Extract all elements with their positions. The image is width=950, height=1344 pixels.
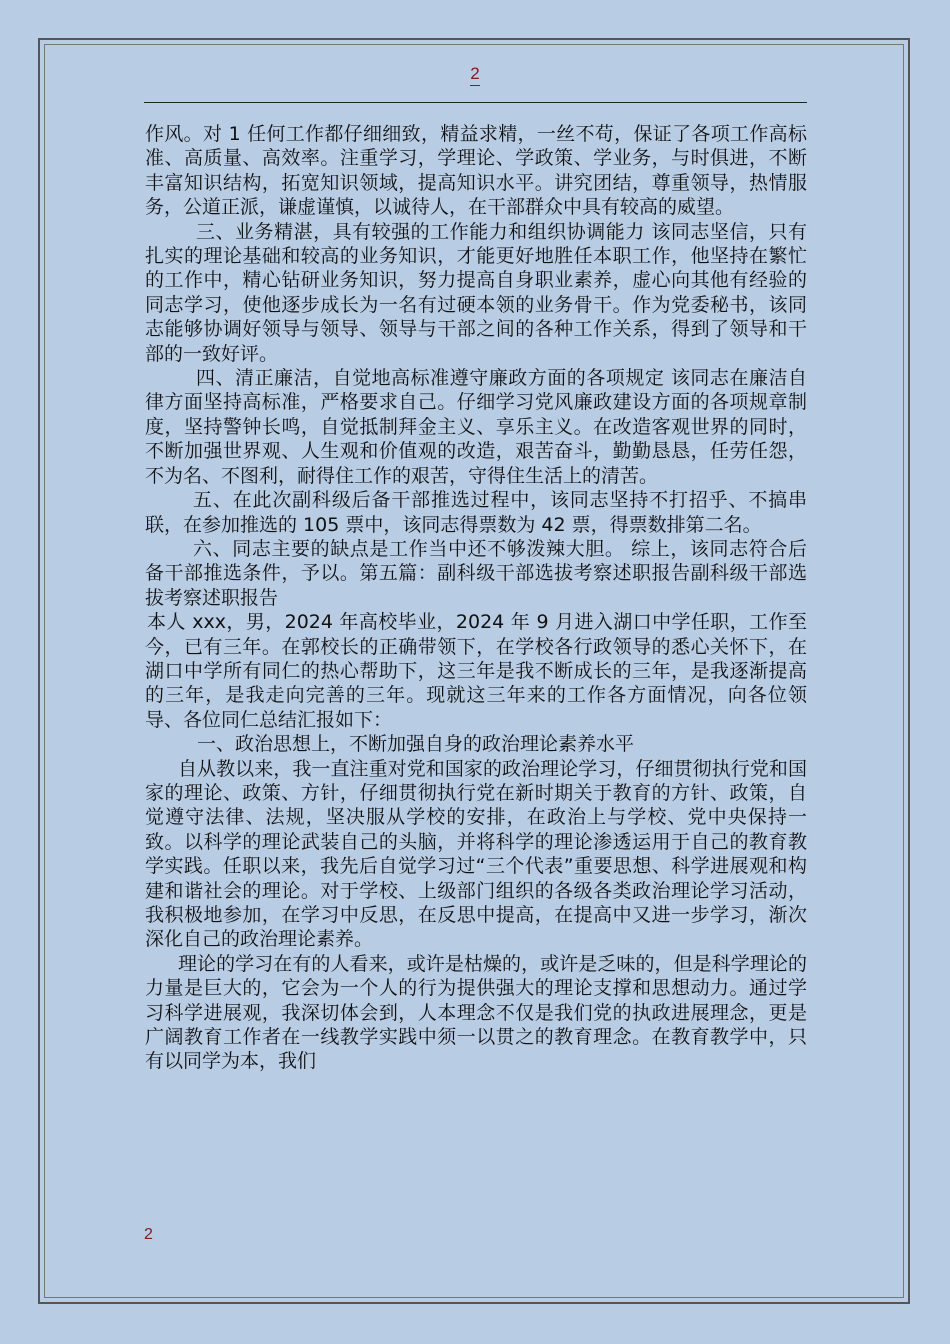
- paragraph-self-introduction: 本人 xxx，男，2024 年高校毕业，2024 年 9 月进入湖口中学任职，工作至今，已有三年。在郭校长的正确带领下，在学校各行政领导的悉心关怀下，在湖口中学所有同仁的热心帮助下，这三年是我不断成长的三年，是我逐渐提高的三年，是我走向完善的三年。现就这三年来的工作各方面情况，向各位领导、各位同仁总结汇报如下：: [145, 611, 807, 731]
- paragraph-section-four: 四、清正廉洁，自觉地高标准遵守廉政方面的各项规定 该同志在廉洁自律方面坚持高标准，严格要求自己。仔细学习党风廉政建设方面的各项规章制度，坚持警钟长鸣，自觉抵制拜金主义、享乐主义。在改造客观世界的同时，不断加强世界观、人生观和价值观的改造，艰苦奋斗，勤勤恳恳，任劳任怨，不为名、不图利，耐得住工作的艰苦，守得住生活上的清苦。: [145, 367, 807, 487]
- section-heading-political: 一、政治思想上，不断加强自身的政治理论素养水平: [197, 733, 635, 756]
- paragraph-section-three: 三、业务精湛，具有较强的工作能力和组织协调能力 该同志坚信，只有扎实的理论基础和较高的业务知识，才能更好地胜任本职工作，他坚持在繁忙的工作中，精心钻研业务知识，努力提高自身职业素养，虚心向其他有经验的同志学习，使他逐步成长为一名有过硬本领的业务骨干。作为党委秘书，该同志能够协调好领导与领导、领导与干部之间的各种工作关系，得到了领导和干部的一致好评。: [145, 220, 807, 365]
- paragraph-conduct: 作风。对 1 任何工作都仔细细致，精益求精，一丝不苟，保证了各项工作高标准、高质量、高效率。注重学习，学理论、学政策、学业务，与时俱进，不断丰富知识结构，拓宽知识领域，提高知识水平。讲究团结，尊重领导，热情服务，公道正派，谦虚谨慎，以诚待人，在干部群众中具有较高的威望。: [145, 123, 807, 219]
- paragraph-section-six: 六、同志主要的缺点是工作当中还不够泼辣大胆。 综上，该同志符合后备干部推选条件，予以。第五篇：副科级干部选拔考察述职报告副科级干部选拔考察述职报告: [145, 537, 807, 609]
- paragraph-section-five: 五、在此次副科级后备干部推选过程中，该同志坚持不打招乎、不搞串联，在参加推选的 105 票中，该同志得票数为 42 票，得票数排第二名。: [145, 489, 807, 536]
- paragraph-theory-value: 理论的学习在有的人看来，或许是枯燥的，或许是乏味的，但是科学理论的力量是巨大的，它会为一个人的行为提供强大的理论支撑和思想动力。通过学习科学进展观，我深切体会到，人本理念不仅是我们党的执政进展理念，更是广阔教育工作者在一线教学实践中须一以贯之的教育理念。在教育教学中，只有以同学为本，我们: [145, 952, 807, 1073]
- header-page-number: 2: [460, 64, 490, 86]
- document-body: [145, 122, 807, 1232]
- footer-page-number: 2: [144, 1226, 153, 1243]
- paragraph-political-study: 自从教以来，我一直注重对党和国家的政治理论学习，仔细贯彻执行党和国家的理论、政策、方针，仔细贯彻执行党在新时期关于教育的方针、政策，自觉遵守法律、法规，坚决服从学校的安排，在政治上与学校、党中央保持一致。以科学的理论武装自己的头脑，并将科学的理论渗透运用于自己的教育教学实践。任职以来，我先后自觉学习过“三个代表”重要思想、科学进展观和构建和谐社会的理论。对于学校、上级部门组织的各级各类政治理论学习活动，我积极地参加，在学习中反思，在反思中提高，在提高中又进一步学习，渐次深化自己的政治理论素养。: [145, 757, 807, 951]
- header-rule: [144, 102, 807, 103]
